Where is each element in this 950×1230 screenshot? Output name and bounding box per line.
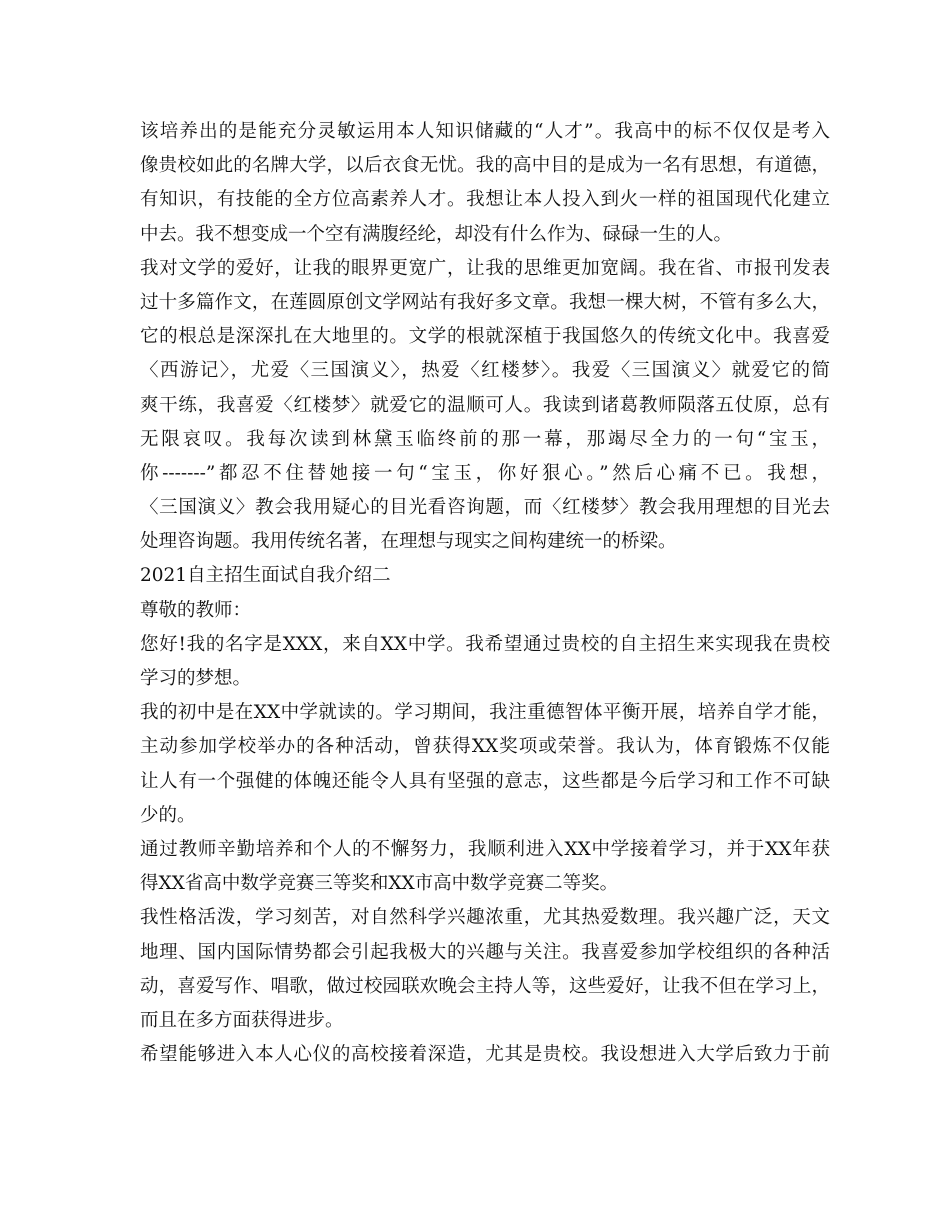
text-line: 〈西游记〉，尤爱〈三国演义〉，热爱〈红楼梦〉。我爱〈三国演义〉就爱它的简 bbox=[140, 360, 830, 382]
text-line: 主动参加学校举办的各种活动，曾获得XX奖项或荣誉。我认为，体育锻炼不仅能 bbox=[140, 736, 830, 758]
text-line: 尊敬的教师： bbox=[140, 599, 252, 621]
text-line: 处理咨询题。我用传统名著，在理想与现实之间构建统一的桥梁。 bbox=[140, 531, 677, 553]
text-line: 像贵校如此的名牌大学，以后衣食无忧。我的高中目的是成为一名有思想，有道德， bbox=[140, 155, 830, 177]
text-line: 爽干练，我喜爱〈红楼梦〉就爱它的温顺可人。我读到诸葛教师陨落五仗原，总有 bbox=[140, 394, 830, 416]
text-line: 让人有一个强健的体魄还能令人具有坚强的意志，这些都是今后学习和工作不可缺 bbox=[140, 770, 830, 792]
text-line: 过十多篇作文，在莲圆原创文学网站有我好多文章。我想一棵大树，不管有多么大， bbox=[140, 291, 830, 313]
text-line: 你-------”都忍不住替她接一句“宝玉，你好狠心。”然后心痛不已。我想， bbox=[140, 462, 830, 484]
text-line: 通过教师辛勤培养和个人的不懈努力，我顺利进入XX中学接着学习，并于XX年获 bbox=[140, 838, 830, 860]
text-line: 有知识，有技能的全方位高素养人才。我想让本人投入到火一样的祖国现代化建立 bbox=[140, 189, 830, 211]
text-line: 而且在多方面获得进步。 bbox=[140, 1009, 344, 1031]
text-line: 我的初中是在XX中学就读的。学习期间，我注重德智体平衡开展，培养自学才能， bbox=[140, 702, 830, 724]
text-line: 2021自主招生面试自我介绍二 bbox=[140, 565, 391, 587]
text-line: 〈三国演义〉教会我用疑心的目光看咨询题，而〈红楼梦〉教会我用理想的目光去 bbox=[140, 497, 830, 519]
text-line: 我对文学的爱好，让我的眼界更宽广，让我的思维更加宽阔。我在省、市报刊发表 bbox=[140, 257, 830, 279]
text-line: 少的。 bbox=[140, 804, 196, 826]
document-page bbox=[140, 115, 830, 1072]
text-line: 该培养出的是能充分灵敏运用本人知识储藏的“人才”。我高中的标不仅仅是考入 bbox=[140, 121, 830, 142]
text-line: 它的根总是深深扎在大地里的。文学的根就深植于我国悠久的传统文化中。我喜爱 bbox=[140, 326, 830, 348]
text-line: 无限哀叹。我每次读到林黛玉临终前的那一幕，那竭尽全力的一句“宝玉， bbox=[140, 428, 830, 450]
text-line: 希望能够进入本人心仪的高校接着深造，尤其是贵校。我设想进入大学后致力于前 bbox=[140, 1044, 830, 1066]
text-line: 得XX省高中数学竞赛三等奖和XX市高中数学竞赛二等奖。 bbox=[140, 873, 619, 895]
text-line: 我性格活泼，学习刻苦，对自然科学兴趣浓重，尤其热爱数理。我兴趣广泛，天文 bbox=[140, 907, 830, 929]
text-line: 地理、国内国际情势都会引起我极大的兴趣与关注。我喜爱参加学校组织的各种活 bbox=[140, 941, 830, 963]
text-line: 您好!我的名字是XXX，来自XX中学。我希望通过贵校的自主招生来实现我在贵校 bbox=[140, 633, 830, 655]
text-line: 动，喜爱写作、唱歌，做过校园联欢晚会主持人等，这些爱好，让我不但在学习上， bbox=[140, 975, 830, 997]
text-line: 学习的梦想。 bbox=[140, 668, 252, 689]
text-line: 中去。我不想变成一个空有满腹经纶，却没有什么作为、碌碌一生的人。 bbox=[140, 223, 733, 245]
